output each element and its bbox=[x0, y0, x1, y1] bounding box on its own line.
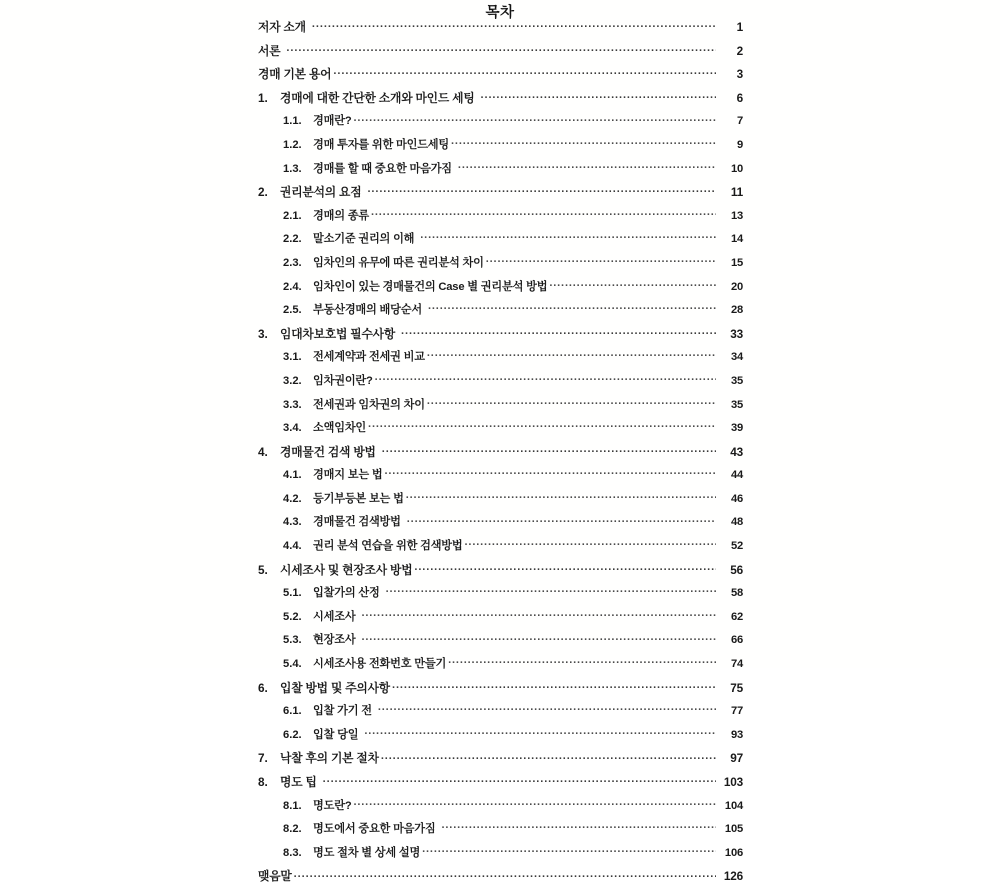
toc-entry-number: 4.4. bbox=[283, 540, 302, 553]
toc-entry[interactable] bbox=[258, 183, 743, 207]
toc-entry-number: 4. bbox=[258, 444, 268, 459]
toc-entry[interactable] bbox=[258, 608, 743, 632]
toc-dot-leader bbox=[368, 420, 716, 431]
toc-entry[interactable] bbox=[258, 278, 743, 302]
toc-entry[interactable] bbox=[258, 419, 743, 443]
toc-entry-page-number: 77 bbox=[730, 705, 743, 718]
toc-entry-label: 말소기준 권리의 이해 bbox=[313, 233, 415, 246]
toc-dot-leader bbox=[353, 797, 716, 808]
toc-entry-number: 4.2. bbox=[283, 492, 302, 505]
toc-dot-leader bbox=[442, 821, 717, 832]
toc-entry[interactable] bbox=[258, 537, 743, 561]
toc-entry-number: 8.1. bbox=[283, 799, 302, 812]
toc-entry-number: 3.1. bbox=[283, 351, 302, 364]
toc-entry-number: 2.5. bbox=[283, 304, 302, 317]
toc-entry-label: 경매의 종류 bbox=[313, 209, 369, 222]
toc-entry[interactable] bbox=[258, 561, 743, 585]
toc-entry-page-number: 74 bbox=[730, 658, 743, 671]
toc-entry[interactable] bbox=[258, 655, 743, 679]
toc-entry[interactable] bbox=[258, 679, 743, 703]
toc-entry-page-number: 35 bbox=[730, 398, 743, 411]
toc-entry-label: 임차인의 유무에 따른 권리분석 차이 bbox=[313, 256, 484, 269]
toc-entry-label: 명도 팁 bbox=[280, 775, 317, 789]
toc-dot-leader bbox=[361, 632, 716, 643]
toc-entry-page-number: 126 bbox=[723, 869, 743, 884]
toc-entry-page-number: 97 bbox=[730, 751, 743, 766]
toc-entry-label: 임차인이 있는 경매물건의 Case 별 권리분석 방법 bbox=[313, 280, 548, 293]
toc-entry-label: 명도 절차 별 상세 설명 bbox=[313, 846, 421, 859]
toc-entry-page-number: 48 bbox=[730, 516, 743, 529]
toc-entry-number: 6. bbox=[258, 680, 268, 695]
toc-entry[interactable] bbox=[258, 749, 743, 773]
toc-dot-leader bbox=[428, 302, 716, 313]
toc-entry-label: 경매를 할 때 중요한 마음가짐 bbox=[313, 162, 452, 175]
toc-entry-number: 3.3. bbox=[283, 398, 302, 411]
toc-list bbox=[258, 18, 743, 891]
toc-entry-label: 경매물건 검색 방법 bbox=[280, 444, 376, 459]
toc-entry-number: 2.4. bbox=[283, 280, 302, 293]
toc-entry-label: 시세조사 bbox=[313, 610, 356, 623]
toc-entry-number: 4.3. bbox=[283, 516, 302, 529]
toc-entry-label: 권리분석의 요점 bbox=[280, 185, 362, 200]
toc-entry-label: 부동산경매의 배당순서 bbox=[313, 304, 422, 317]
toc-entry[interactable] bbox=[258, 136, 743, 160]
toc-dot-leader bbox=[294, 869, 716, 881]
toc-entry[interactable] bbox=[258, 207, 743, 231]
toc-entry[interactable] bbox=[258, 65, 743, 89]
toc-entry-page-number: 43 bbox=[730, 444, 743, 459]
toc-entry[interactable] bbox=[258, 466, 743, 490]
toc-dot-leader bbox=[427, 349, 716, 360]
toc-dot-leader bbox=[367, 184, 716, 196]
toc-dot-leader bbox=[323, 774, 716, 786]
toc-dot-leader bbox=[353, 113, 716, 124]
toc-entry[interactable] bbox=[258, 631, 743, 655]
toc-entry-page-number: 10 bbox=[730, 162, 743, 175]
toc-entry-number: 5. bbox=[258, 562, 268, 577]
toc-entry-label: 저자 소개 bbox=[258, 20, 306, 34]
toc-entry-label: 명도에서 중요한 마음가짐 bbox=[313, 823, 436, 836]
toc-entry[interactable] bbox=[258, 42, 743, 66]
toc-entry-number: 1.1. bbox=[283, 115, 302, 128]
toc-entry-label: 시세조사 및 현장조사 방법 bbox=[280, 562, 413, 577]
toc-entry-number: 3.4. bbox=[283, 422, 302, 435]
toc-entry-label: 경매 기본 용어 bbox=[258, 67, 332, 82]
toc-dot-leader bbox=[448, 656, 716, 667]
toc-entry-page-number: 56 bbox=[730, 562, 743, 577]
toc-entry-label: 등기부등본 보는 법 bbox=[313, 492, 404, 505]
page-title: 목차 bbox=[485, 5, 515, 21]
toc-dot-leader bbox=[386, 585, 716, 596]
toc-dot-leader bbox=[549, 278, 716, 289]
toc-entry[interactable] bbox=[258, 726, 743, 750]
toc-entry-label: 전세권과 임차권의 차이 bbox=[313, 398, 425, 411]
toc-entry-label: 임차권이란? bbox=[313, 374, 373, 387]
toc-dot-leader bbox=[384, 467, 716, 478]
toc-entry-page-number: 34 bbox=[730, 351, 743, 364]
toc-dot-leader bbox=[406, 491, 716, 502]
toc-entry-label: 경매란? bbox=[313, 115, 352, 128]
toc-dot-leader bbox=[486, 255, 716, 266]
toc-entry-number: 7. bbox=[258, 751, 268, 766]
toc-entry-page-number: 2 bbox=[736, 43, 743, 58]
toc-entry-label: 입찰 방법 및 주의사항 bbox=[280, 680, 390, 695]
toc-entry-label: 경매지 보는 법 bbox=[313, 469, 383, 482]
toc-entry-number: 4.1. bbox=[283, 469, 302, 482]
toc-entry-number: 5.2. bbox=[283, 610, 302, 623]
toc-dot-leader bbox=[465, 538, 716, 549]
toc-entry-page-number: 20 bbox=[730, 280, 743, 293]
toc-entry-label: 입찰 당일 bbox=[313, 728, 359, 741]
toc-dot-leader bbox=[458, 160, 716, 171]
toc-entry-label: 서론 bbox=[258, 43, 281, 58]
toc-entry-number: 8. bbox=[258, 775, 268, 789]
toc-entry-label: 전세계약과 전세권 비교 bbox=[313, 351, 425, 364]
toc-entry-page-number: 1 bbox=[736, 20, 743, 34]
toc-entry-label: 현장조사 bbox=[313, 634, 356, 647]
toc-entry-page-number: 14 bbox=[730, 233, 743, 246]
toc-entry-page-number: 11 bbox=[730, 185, 743, 200]
toc-entry-label: 입찰가의 산정 bbox=[313, 587, 380, 600]
toc-dot-leader bbox=[392, 680, 716, 692]
toc-entry-label: 입찰 가기 전 bbox=[313, 705, 372, 718]
toc-entry-label: 경매 투자를 위한 마인드세팅 bbox=[313, 138, 450, 151]
toc-entry[interactable] bbox=[258, 348, 743, 372]
toc-entry-label: 임대차보호법 필수사항 bbox=[280, 326, 396, 341]
toc-entry-page-number: 9 bbox=[736, 138, 743, 151]
toc-entry-page-number: 44 bbox=[730, 469, 743, 482]
toc-entry-number: 6.2. bbox=[283, 728, 302, 741]
toc-entry-number: 6.1. bbox=[283, 705, 302, 718]
toc-entry-page-number: 75 bbox=[730, 680, 743, 695]
toc-entry[interactable] bbox=[258, 702, 743, 726]
toc-entry-page-number: 104 bbox=[724, 799, 743, 812]
toc-dot-leader bbox=[401, 326, 716, 338]
toc-entry-page-number: 46 bbox=[730, 492, 743, 505]
toc-entry[interactable] bbox=[258, 396, 743, 420]
toc-entry[interactable] bbox=[258, 89, 743, 113]
toc-entry[interactable] bbox=[258, 513, 743, 537]
toc-entry-page-number: 52 bbox=[730, 540, 743, 553]
toc-entry[interactable] bbox=[258, 443, 743, 467]
toc-entry-number: 2.1. bbox=[283, 209, 302, 222]
toc-dot-leader bbox=[286, 43, 716, 55]
toc-entry-number: 3.2. bbox=[283, 374, 302, 387]
toc-entry[interactable] bbox=[258, 372, 743, 396]
toc-entry-label: 낙찰 후의 기본 절차 bbox=[280, 751, 379, 766]
toc-dot-leader bbox=[371, 208, 716, 219]
toc-dot-leader bbox=[382, 444, 716, 456]
toc-dot-leader bbox=[364, 727, 716, 738]
toc-entry-page-number: 13 bbox=[730, 209, 743, 222]
toc-entry-page-number: 105 bbox=[724, 823, 743, 836]
toc-entry-page-number: 3 bbox=[736, 67, 743, 82]
toc-entry-page-number: 93 bbox=[730, 728, 743, 741]
toc-entry-page-number: 35 bbox=[730, 374, 743, 387]
toc-dot-leader bbox=[407, 514, 716, 525]
toc-dot-leader bbox=[414, 562, 716, 574]
toc-entry-page-number: 28 bbox=[730, 304, 743, 317]
toc-entry-label: 시세조사용 전화번호 만들기 bbox=[313, 658, 447, 671]
toc-entry[interactable] bbox=[258, 230, 743, 254]
toc-entry-page-number: 15 bbox=[730, 256, 743, 269]
toc-entry-number: 5.4. bbox=[283, 658, 302, 671]
toc-entry-label: 맺음말 bbox=[258, 869, 292, 884]
toc-entry-number: 3. bbox=[258, 326, 268, 341]
toc-entry[interactable] bbox=[258, 490, 743, 514]
toc-entry-number: 8.2. bbox=[283, 823, 302, 836]
toc-entry-page-number: 106 bbox=[724, 846, 743, 859]
toc-entry-label: 경매에 대한 간단한 소개와 마인드 세팅 bbox=[280, 90, 475, 105]
toc-entry-number: 1.3. bbox=[283, 162, 302, 175]
toc-dot-leader bbox=[427, 396, 716, 407]
toc-entry-page-number: 62 bbox=[730, 610, 743, 623]
toc-entry[interactable] bbox=[258, 820, 743, 844]
toc-entry-page-number: 58 bbox=[730, 587, 743, 600]
toc-dot-leader bbox=[375, 373, 716, 384]
toc-entry-page-number: 7 bbox=[736, 115, 743, 128]
toc-entry-number: 1.2. bbox=[283, 138, 302, 151]
toc-dot-leader bbox=[381, 751, 716, 763]
toc-entry[interactable] bbox=[258, 18, 743, 42]
toc-dot-leader bbox=[361, 609, 716, 620]
toc-entry[interactable] bbox=[258, 160, 743, 184]
toc-dot-leader bbox=[333, 66, 716, 78]
toc-entry-number: 2.3. bbox=[283, 256, 302, 269]
toc-entry-label: 경매물건 검색방법 bbox=[313, 516, 401, 529]
toc-entry[interactable] bbox=[258, 112, 743, 136]
toc-entry-page-number: 39 bbox=[730, 422, 743, 435]
toc-entry[interactable] bbox=[258, 584, 743, 608]
toc-entry-number: 8.3. bbox=[283, 846, 302, 859]
toc-entry[interactable] bbox=[258, 301, 743, 325]
toc-dot-leader bbox=[422, 845, 716, 856]
toc-entry-label: 명도란? bbox=[313, 799, 352, 812]
toc-dot-leader bbox=[378, 703, 716, 714]
toc-entry-number: 5.1. bbox=[283, 587, 302, 600]
toc-entry-number: 2. bbox=[258, 185, 268, 200]
toc-entry[interactable] bbox=[258, 797, 743, 821]
toc-entry[interactable] bbox=[258, 325, 743, 349]
toc-entry[interactable] bbox=[258, 844, 743, 868]
toc-dot-leader bbox=[312, 19, 716, 31]
toc-entry[interactable] bbox=[258, 867, 743, 891]
toc-entry-page-number: 33 bbox=[730, 326, 743, 341]
toc-dot-leader bbox=[481, 90, 716, 102]
toc-entry-label: 권리 분석 연습을 위한 검색방법 bbox=[313, 540, 463, 553]
toc-dot-leader bbox=[420, 231, 716, 242]
toc-entry-number: 5.3. bbox=[283, 634, 302, 647]
toc-entry-page-number: 6 bbox=[736, 90, 743, 105]
toc-entry-number: 2.2. bbox=[283, 233, 302, 246]
toc-entry-page-number: 66 bbox=[730, 634, 743, 647]
toc-entry[interactable] bbox=[258, 773, 743, 797]
toc-entry-label: 소액임차인 bbox=[313, 422, 367, 435]
toc-entry-number: 1. bbox=[258, 90, 268, 105]
toc-entry[interactable] bbox=[258, 254, 743, 278]
toc-dot-leader bbox=[451, 137, 716, 148]
toc-entry-page-number: 103 bbox=[723, 775, 743, 789]
